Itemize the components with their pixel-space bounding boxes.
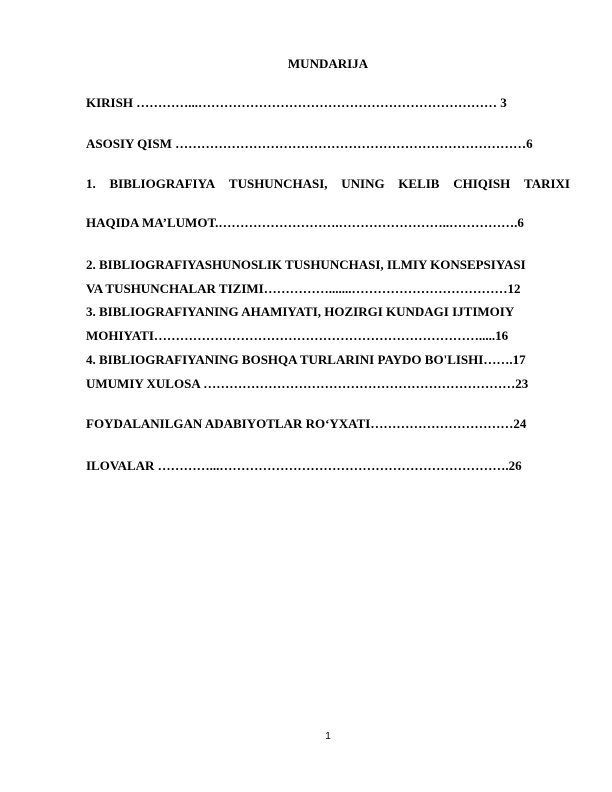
toc-entry-asosiy-qism[interactable]: ASOSIY QISM ………………………………………………………………………6 <box>86 136 533 151</box>
toc-word: CHIQISH <box>453 176 511 191</box>
page-number: 1 <box>325 731 331 742</box>
toc-word: TUSHUNCHASI, <box>228 176 328 191</box>
toc-word: 1. <box>86 176 96 191</box>
toc-entry-chapter-3-line-1[interactable]: 3. BIBLIOGRAFIYANING AHAMIYATI, HOZIRGI KUNDAGI IJTIMOIY <box>86 304 515 319</box>
toc-entry-umumiy-xulosa[interactable]: UMUMIY XULOSA ………………………………………………………………23 <box>86 376 529 391</box>
toc-entry-adabiyotlar[interactable]: FOYDALANILGAN ADABIYOTLAR RO‘YXATI……………………………24 <box>86 416 527 431</box>
toc-entry-chapter-2-line-1[interactable]: 2. BIBLIOGRAFIYASHUNOSLIK TUSHUNCHASI, ILMIY KONSEPSIYASI <box>86 257 526 272</box>
toc-word: KELIB <box>398 176 440 191</box>
toc-entry-chapter-3-line-2[interactable]: MOHIYATI………………………………………………………………….....16 <box>86 328 509 343</box>
toc-word: UNING <box>341 176 385 191</box>
toc-entry-chapter-2-line-2[interactable]: VA TUSHUNCHALAR TIZIMI…………….......………………………………12 <box>86 281 521 296</box>
toc-entry-kirish[interactable]: KIRISH …………...…………………………………………………………… 3 <box>86 95 507 110</box>
toc-entry-chapter-1-line-1[interactable] <box>86 176 570 192</box>
toc-word: TARIXI <box>524 176 570 191</box>
page-title: MUNDARIJA <box>287 56 369 71</box>
toc-word: BIBLIOGRAFIYA <box>109 176 216 191</box>
toc-entry-chapter-4[interactable]: 4. BIBLIOGRAFIYANING BOSHQA TURLARINI PAYDO BO'LISHI…….17 <box>86 352 526 367</box>
toc-entry-ilovalar[interactable]: ILOVALAR …………...………………………………………………………….26 <box>86 458 522 473</box>
toc-entry-chapter-1-line-2[interactable]: HAQIDA MA’LUMOT.……………………….……………………..…………….6 <box>86 215 524 230</box>
